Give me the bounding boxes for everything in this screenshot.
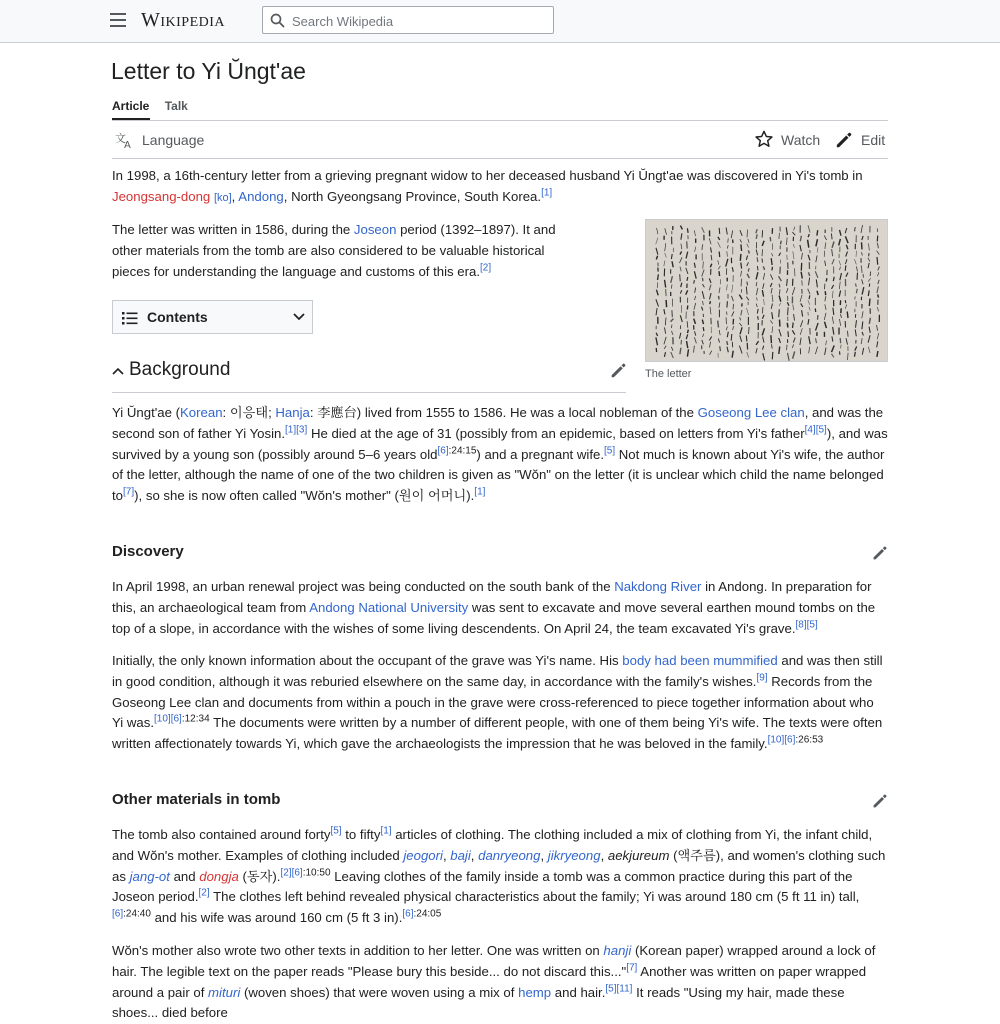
link-hanji[interactable]: hanji: [603, 943, 631, 958]
intro-paragraph-2: The letter was written in 1586, during the Joseon period (1392–1897). It and other materials from the tomb are also considered to be valuable historical pieces for understanding the language and customs of this era.[2]: [112, 220, 582, 282]
language-icon[interactable]: [115, 131, 135, 149]
svg-text:文: 文: [115, 132, 126, 145]
other-paragraph-2: Wŏn's mother also wrote two other texts in addition to her letter. One was written on hanji (Korean paper) wrapped around a lock of hair. The legible text on the paper reads "Please bury this beside... do not discard this..."[7] Another was written on paper wrapped around a pair of mituri (woven shoes) that were woven using a mix of hemp and hair.[5][11] It reads "Using my hair, made these shoes... died before: [112, 941, 888, 1024]
search-input[interactable]: [290, 10, 549, 32]
section-divider: [112, 392, 626, 393]
ref-link[interactable]: [8][5]: [796, 619, 818, 630]
section-heading-background: Background: [129, 359, 230, 381]
page-title: Letter to Yi Ŭngt'ae: [111, 58, 306, 85]
star-icon[interactable]: [755, 130, 773, 148]
link-jeogori[interactable]: jeogori: [403, 848, 443, 863]
ref-link[interactable]: [10][6]: [768, 735, 796, 746]
wikipedia-wordmark[interactable]: Wikipedia: [141, 9, 225, 32]
link-danryeong[interactable]: danryeong: [478, 848, 540, 863]
language-button[interactable]: Language: [142, 132, 204, 148]
ref-link[interactable]: [9]: [756, 672, 767, 683]
other-paragraph-1: The tomb also contained around forty[5] to fifty[1] articles of clothing. The clothing included a mix of clothing from Yi, the infant child, and Wŏn's mother. Examples of clothing included jeogori, baji, danryeong, jikryeong, aekjureum (액주름), and women's clothing such as jang-ot and dongja (동자).$^{[2][6]:10:50}$ Leaving clothes of the family inside a tomb was a common practice during this part of the Joseon period.[2] The clothes left behind revealed physical characteristics about the family; Yi was around 180 cm (5 ft 11 in) tall,$^{[6]:24:40}$ and his wife was around 160 cm (5 ft 3 in).$^{[6]:24:05}$: [112, 825, 888, 929]
ref-link[interactable]: [2][6]: [280, 867, 302, 878]
discovery-paragraph-2: Initially, the only known information about the occupant of the grave was Yi's name. His body had been mummified and was then still in good condition, although it was reburied elsewhere on the same day, in accordance with the family's wishes.[9] Records from the Goseong Lee clan and documents from within a pouch in the grave were cross-referenced to piece together information about who Yi was.$^{[10][6]:12:34}$ The documents were written by a number of different people, with one of them being Yi's wife. The texts were often written affectionately towards Yi, which gave the archaeologists the impression that he was beloved in the family.$^{[10][6]:26:53}$: [112, 651, 888, 755]
ref-link[interactable]: [1][3]: [285, 424, 307, 435]
section-heading-other-materials: Other materials in tomb: [112, 791, 280, 808]
link-jang-ot[interactable]: jang-ot: [130, 869, 170, 884]
background-paragraph: Yi Ŭngt'ae (Korean: 이응태; Hanja: 李應台) lived from 1555 to 1586. He was a local nobleman of the Goseong Lee clan, and was the second son of father Yi Yosin.[1][3] He died at the age of 31 (possibly from an epidemic, based on letters from Yi's father[4][5]), and was survived by a young son (possibly around 5–6 years old$^{[6]:24:15}$) and a pregnant wife.[5] Not much is known about Yi's wife, the author of the letter, although the name of one of the two children is given as "Wŏn" on the letter (it is unclear which child the name belonged to[7]), so she is now often called "Wŏn's mother" (원이 어머니).[1]: [112, 403, 888, 507]
ref-link[interactable]: [6]: [402, 909, 413, 920]
contents-label: Contents: [147, 309, 208, 325]
link-baji[interactable]: baji: [450, 848, 471, 863]
ref-link[interactable]: [7]: [626, 962, 637, 973]
top-bar: [0, 0, 1000, 43]
contents-toggle[interactable]: [112, 300, 313, 334]
ref-link[interactable]: [1]: [474, 487, 485, 498]
section-heading-discovery: Discovery: [112, 543, 184, 560]
ref-link[interactable]: [10][6]: [154, 714, 182, 725]
letter-image[interactable]: [645, 219, 888, 362]
link-mummified[interactable]: body had been mummified: [622, 653, 777, 668]
link-goseong-lee-clan[interactable]: Goseong Lee clan: [698, 405, 805, 420]
toolbar-divider: [112, 158, 888, 159]
link-nakdong-river[interactable]: Nakdong River: [614, 579, 701, 594]
ref-link[interactable]: [5][11]: [605, 983, 632, 994]
link-andong[interactable]: Andong: [238, 189, 283, 204]
link-joseon[interactable]: Joseon: [354, 222, 397, 237]
link-hemp[interactable]: hemp: [518, 985, 551, 1000]
letter-figure: [645, 219, 888, 380]
discovery-paragraph-1: In April 1998, an urban renewal project was being conducted on the south bank of the Nakdong River in Andong. In preparation for this, an archaeological team from Andong National University was sent to excavate and move several earthen mound tombs on the top of a slope, in accordance with the wishes of some living descendents. On April 24, the team excavated Yi's grave.[8][5]: [112, 577, 888, 639]
list-icon: [122, 311, 138, 325]
link-ko[interactable]: [ko]: [214, 192, 232, 204]
svg-text:A: A: [124, 140, 131, 149]
tabs-divider: [112, 120, 888, 121]
search-box[interactable]: [262, 6, 554, 34]
link-jikryeong[interactable]: jikryeong: [548, 848, 601, 863]
edit-section-pencil-icon[interactable]: [610, 362, 627, 379]
tab-article[interactable]: Article: [112, 99, 149, 113]
intro-paragraph-1: In 1998, a 16th-century letter from a grieving pregnant widow to her deceased husband Yi Ŭngt'ae was discovered in Yi's tomb in Jeongsang-dong [ko], Andong, North Gyeongsang Province, South Korea.[1]: [112, 166, 888, 209]
ref-link[interactable]: [1]: [541, 187, 552, 198]
watch-button[interactable]: Watch: [781, 132, 820, 148]
link-mituri[interactable]: mituri: [208, 985, 240, 1000]
ref-link[interactable]: [5]: [330, 826, 341, 837]
ref-link[interactable]: [7]: [123, 487, 134, 498]
letter-image-art: [646, 220, 887, 361]
search-icon: [270, 13, 285, 28]
ref-link[interactable]: [2]: [199, 888, 210, 899]
link-dongja[interactable]: dongja: [199, 869, 239, 884]
page-toolbar: [112, 127, 888, 153]
tab-talk[interactable]: Talk: [165, 99, 188, 113]
link-korean[interactable]: Korean: [180, 405, 223, 420]
ref-link[interactable]: [1]: [380, 826, 391, 837]
ref-link[interactable]: [6]: [437, 445, 448, 456]
edit-button[interactable]: Edit: [861, 132, 885, 148]
figure-caption: The letter: [645, 368, 888, 380]
ref-link[interactable]: [2]: [480, 262, 491, 273]
link-hanja[interactable]: Hanja: [275, 405, 309, 420]
chevron-up-icon[interactable]: [112, 366, 124, 376]
edit-section-pencil-icon[interactable]: [872, 793, 888, 809]
link-andong-national-university[interactable]: Andong National University: [309, 600, 468, 615]
chevron-down-icon: [293, 313, 305, 321]
edit-section-pencil-icon[interactable]: [872, 545, 888, 561]
ref-link[interactable]: [6]: [112, 909, 123, 920]
pencil-icon[interactable]: [835, 131, 853, 149]
ref-link[interactable]: [4][5]: [805, 424, 827, 435]
ref-link[interactable]: [5]: [604, 445, 615, 456]
main-menu-icon[interactable]: [110, 13, 126, 27]
link-jeongsang-dong[interactable]: Jeongsang-dong: [112, 189, 210, 204]
